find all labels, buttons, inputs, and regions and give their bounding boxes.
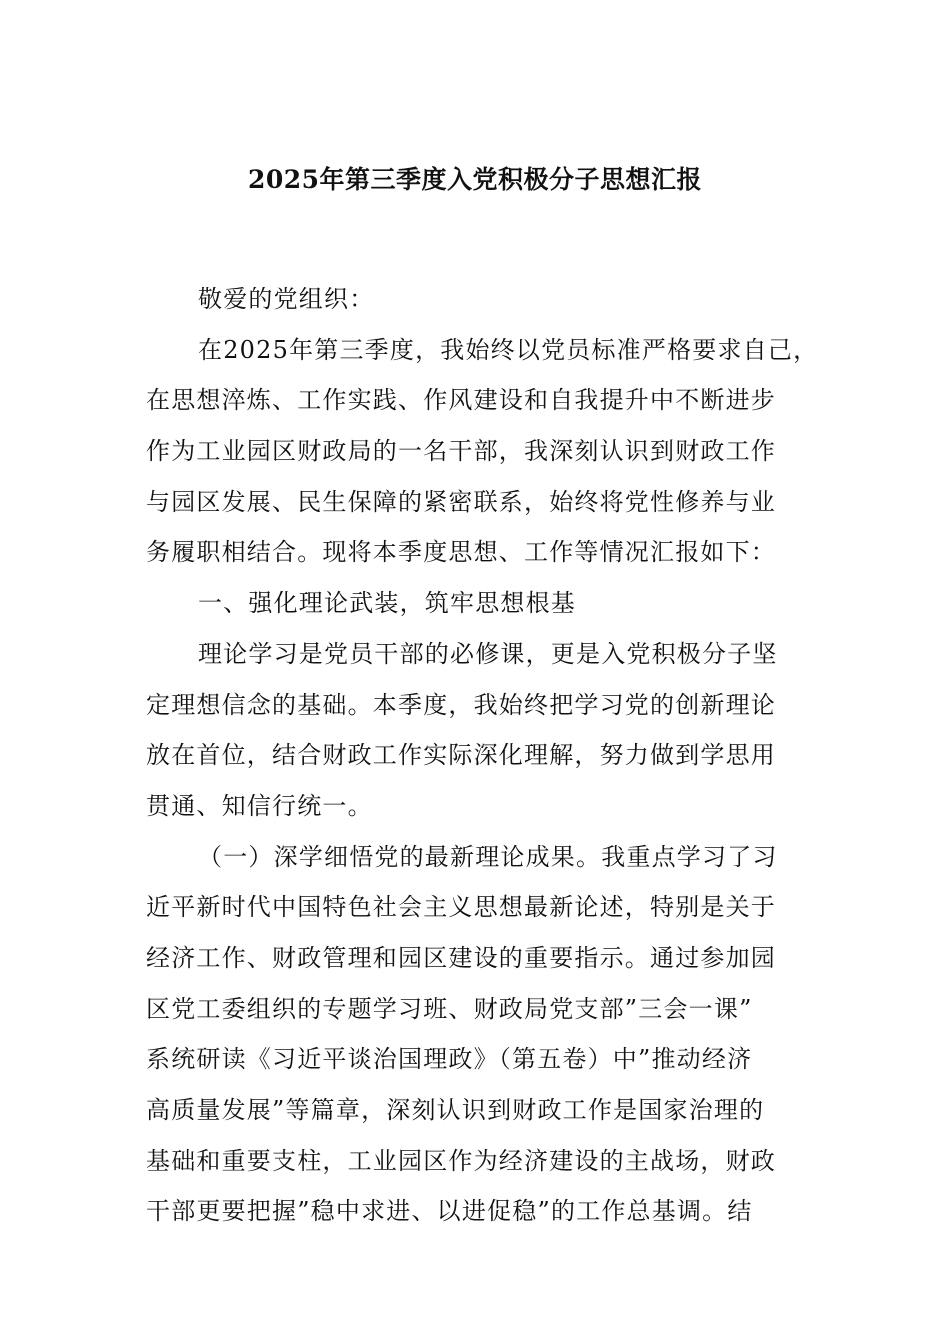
paragraph-line: 干部更要把握”稳中求进、以进促稳”的工作总基调。结 xyxy=(146,1197,753,1226)
section-heading: 一、强化理论武装，筑牢思想根基 xyxy=(198,589,576,618)
paragraph-line: 系统研读《习近平谈治国理政》（第五卷）中”推动经济 xyxy=(146,1045,753,1074)
paragraph-line: 务履职相结合。现将本季度思想、工作等情况汇报如下： xyxy=(146,538,776,567)
paragraph-line: 作为工业园区财政局的一名干部，我深刻认识到财政工作 xyxy=(146,437,776,466)
paragraph-line: 定理想信念的基础。本季度，我始终把学习党的创新理论 xyxy=(146,690,776,719)
salutation: 敬爱的党组织： xyxy=(198,285,375,313)
paragraph-line: 放在首位，结合财政工作实际深化理解，努力做到学思用 xyxy=(146,741,776,770)
paragraph-line: 近平新时代中国特色社会主义思想最新论述，特别是关于 xyxy=(146,893,776,922)
paragraph-line: 高质量发展”等篇章，深刻认识到财政工作是国家治理的 xyxy=(146,1096,765,1124)
paragraph-line: 贯通、知信行统一。 xyxy=(146,791,373,820)
paragraph-line: 基础和重要支柱，工业园区作为经济建设的主战场，财政 xyxy=(146,1146,776,1175)
paragraph-line: 与园区发展、民生保障的紧密联系，始终将党性修养与业 xyxy=(146,487,776,516)
document-title: 2025年第三季度入党积极分子思想汇报 xyxy=(247,165,703,194)
paragraph-line: 区党工委组织的专题学习班、财政局党支部”三会一课” xyxy=(146,994,753,1023)
paragraph-line: 在思想淬炼、工作实践、作风建设和自我提升中不断进步 xyxy=(146,386,776,415)
paragraph-line: 理论学习是党员干部的必修课，更是入党积极分子坚 xyxy=(198,639,778,668)
paragraph-line: 经济工作、财政管理和园区建设的重要指示。通过参加园 xyxy=(146,943,776,972)
paragraph-line: 在2025年第三季度，我始终以党员标准严格要求自己， xyxy=(198,335,819,364)
subsection-line: （一）深学细悟党的最新理论成果。我重点学习了习 xyxy=(198,842,778,871)
document-body xyxy=(146,274,819,1237)
